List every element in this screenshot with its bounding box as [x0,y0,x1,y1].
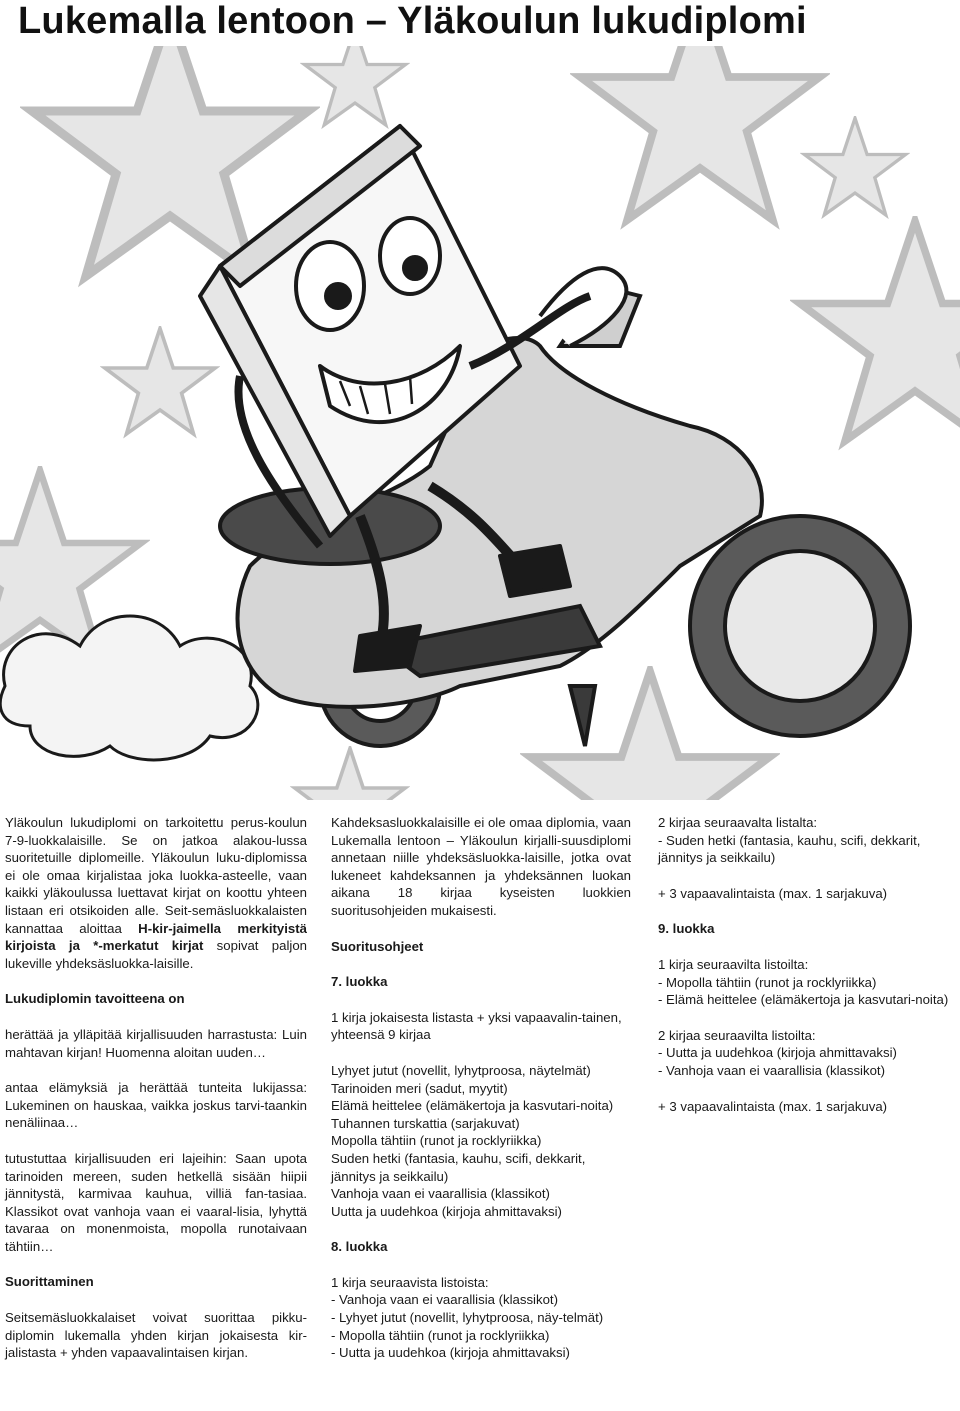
grade8-text: 1 kirja seuraavista listoista: [331,1274,489,1290]
grade9-heading: 9. luokka [658,921,715,937]
free-choice-text: + 3 vapaavalintaista (max. 1 sarjakuva) [658,1098,888,1114]
completion-heading: Suorittaminen [5,1274,94,1290]
list-item: Suden hetki (fantasia, kauhu, scifi, dekkarit, jännitys ja seikkailu) [331,1150,586,1184]
list-item: - Vanhoja vaan ei vaarallisia (klassikot) [658,1062,885,1078]
cloud-icon [0,616,258,760]
list-item: Uutta ja uudehkoa (kirjoja ahmittavaksi) [331,1203,562,1219]
grade8-two-books-intro: 2 kirjaa seuraavalta listalta: [658,815,818,830]
list-item: - Elämä heittelee (elämäkertoja ja kasvutari-noita) [658,992,949,1008]
column-instructions [331,814,631,1362]
list-item: Vanhoja vaan ei vaarallisia (klassikot) [331,1186,550,1202]
free-choice-text: + 3 vapaavalintaista (max. 1 sarjakuva) [658,885,888,901]
page-title: Lukemalla lentoon – Yläkoulun lukudiplomi [18,0,807,42]
column-intro [5,814,307,1362]
list-item: - Lyhyet jutut (novellit, lyhytproosa, näy-telmät) [331,1310,604,1326]
star-icon [295,748,405,800]
list-item: - Uutta ja uudehkoa (kirjoja ahmittavaksi) [658,1045,897,1061]
intro-bold-text: H-kir-jaimella merkityistä kirjoista ja *-merkatut kirjat [5,920,307,954]
intro-text-end: sopivat paljon lukeville yhdeksäsluokka-laisille. [5,938,308,971]
grade9-one-book-intro: 1 kirja seuraavilta listoilta: [658,956,809,972]
star-icon [580,46,819,220]
illustration-svg [0,46,960,800]
list-item: - Mopolla tähtiin (runot ja rocklyriikka) [331,1327,550,1343]
column-grades [658,814,958,1115]
eighth-grade-intro: Kahdeksasluokkalaisille ei ole omaa diplomia, vaan Lukemalla lentoon – Yläkoulun kirjalli-suusdiplomi annetaan niille yhdeksäsluokka-laisille, jotka ovat lukeneet kahdeksannen ja yhdeksännen luokan aikana 18 kirjaa kyseisten luokkien suoritusohjeiden mukaisesti. [331,815,631,918]
list-item: Tuhannen turskattia (sarjakuvat) [331,1115,520,1131]
list-item: Mopolla tähtiin (runot ja rocklyriikka) [331,1133,542,1149]
star-icon [105,328,215,434]
star-icon [800,221,960,441]
intro-paragraph [5,814,307,972]
grade9-two-books-intro: 2 kirjaa seuraavilta listoilta: [658,1027,816,1043]
goal-paragraph: herättää ja ylläpitää kirjallisuuden harrastusta: Luin mahtavan kirjan! Huomenna aloitan uuden… [5,1026,307,1060]
grade7-text: 1 kirja jokaisesta listasta + yksi vapaavalin-tainen, yhteensä 9 kirjaa [331,1009,622,1043]
instructions-heading: Suoritusohjeet [331,938,424,954]
list-item: - Suden hetki (fantasia, kauhu, scifi, dekkarit, jännitys ja seikkailu) [658,832,921,866]
grade7-heading: 7. luokka [331,974,388,990]
list-item: - Vanhoja vaan ei vaarallisia (klassikot) [331,1292,558,1308]
list-item: Lyhyet jutut (novellit, lyhytproosa, näytelmät) [331,1062,591,1078]
goal-paragraph: tutustuttaa kirjallisuuden eri lajeihin: Saan upota tarinoiden mereen, suden hetkellä sisään hiipii jännitystä, karmivaa kauhua, villiä fan-tasiaa. Klassikot ovat vanhoja vaan ei vaaral-lisia, lyhyttä tavaraa on monenmoista, mopolla runotaivaan tähtiin… [5,1150,307,1254]
grade8-heading: 8. luokka [331,1239,388,1255]
goals-heading: Lukudiplomin tavoitteena on [5,991,185,1007]
list-item: - Uutta ja uudehkoa (kirjoja ahmittavaksi) [331,1345,570,1361]
list-item: - Mopolla tähtiin (runot ja rocklyriikka) [658,974,877,990]
list-item: Elämä heittelee (elämäkertoja ja kasvutari-noita) [331,1098,614,1114]
intro-text: Yläkoulun lukudiplomi on tarkoitettu perus-koulun 7-9-luokkalaisille. Se on jatkoa alakou-lussa suoritetuille diplomeille. Yläkoulun luku-diplomissa ei ole omaa kirjalistaa joka luokka-asteelle, vaan kaikki yläkoulussa luettavat kirjat on koottu yhteen listaan eri otsikoiden alle. Seit-semäsluokkalaisten kannattaa aloittaa [5,815,307,936]
list-item: Tarinoiden meri (sadut, myytit) [331,1080,508,1096]
goal-paragraph: antaa elämyksiä ja herättää tunteita lukijassa: Lukeminen on hauskaa, vaikka joskus tarvi-taankin nenäliinaa… [5,1080,307,1131]
illustration [0,46,960,800]
star-icon [304,46,405,125]
completion-paragraph: Seitsemäsluokkalaiset voivat suorittaa pikku-diplomin lukemalla yhden kirjan jokaisesta kir-jalistasta + yhden vapaavalintaisen kirjan. [5,1310,307,1361]
star-icon [804,118,905,215]
